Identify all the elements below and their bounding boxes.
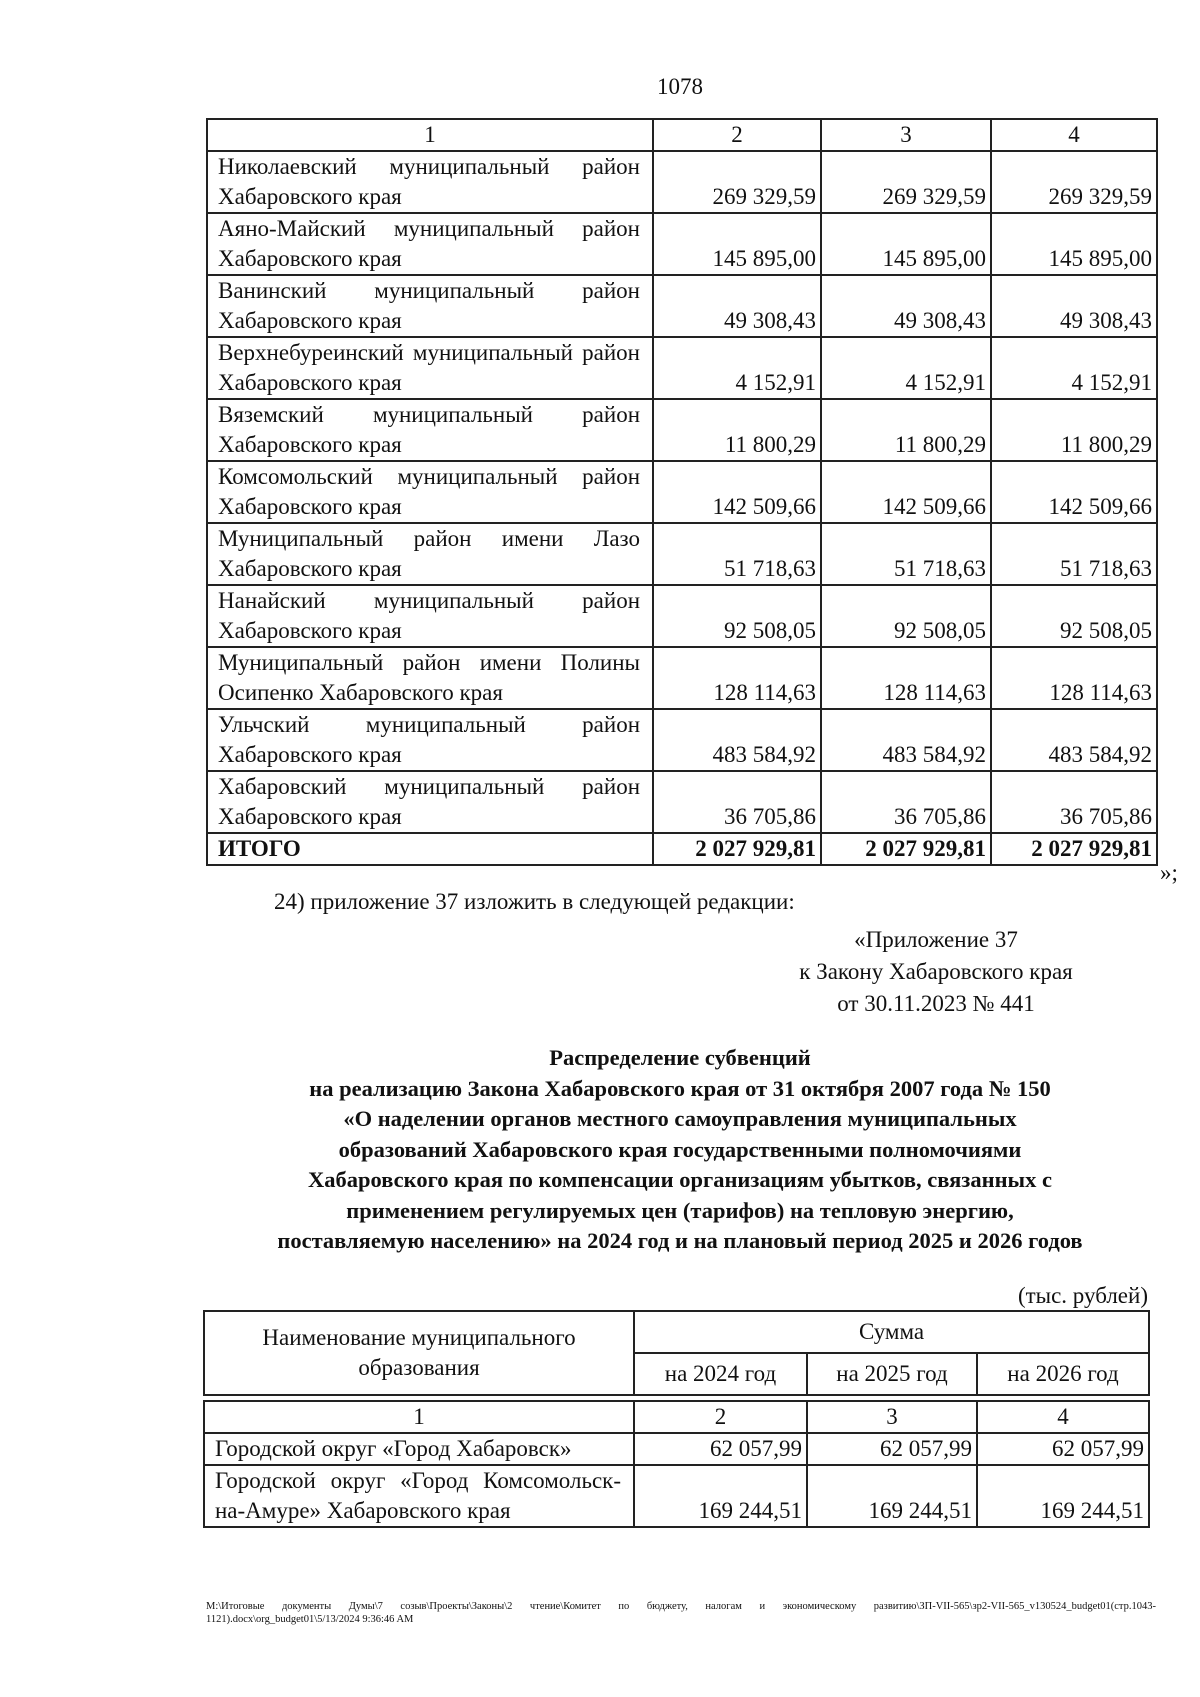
amount-2026: 11 800,29	[991, 399, 1157, 461]
amount-2026: 4 152,91	[991, 337, 1157, 399]
amount-2026: 36 705,86	[991, 771, 1157, 833]
header-row	[204, 1311, 1149, 1353]
table-row	[207, 771, 1157, 833]
amount-2025: 51 718,63	[821, 523, 991, 585]
district-name: Николаевский муниципальный район Хабаровского края	[207, 151, 653, 213]
amount-2026: 169 244,51	[977, 1465, 1149, 1527]
amount-2024: 4 152,91	[653, 337, 821, 399]
page-number: 1078	[657, 74, 703, 99]
amount-2024: 145 895,00	[653, 213, 821, 275]
column-number-row	[204, 1401, 1149, 1433]
amount-2024: 36 705,86	[653, 771, 821, 833]
appendix-line: к Закону Хабаровского края	[799, 959, 1073, 984]
amount-2024: 169 244,51	[634, 1465, 807, 1527]
district-name: Комсомольский муниципальный район Хабаровского края	[207, 461, 653, 523]
appendix-line: «Приложение 37	[854, 927, 1018, 952]
amount-2024: 51 718,63	[653, 523, 821, 585]
district-name: Ванинский муниципальный район Хабаровского края	[207, 275, 653, 337]
title-line: образований Хабаровского края государственными полномочиями	[338, 1136, 1022, 1162]
column-number: 1	[207, 119, 653, 151]
amount-2024: 483 584,92	[653, 709, 821, 771]
table-row	[207, 275, 1157, 337]
amount-2024: 11 800,29	[653, 399, 821, 461]
amount-2025: 49 308,43	[821, 275, 991, 337]
column-number: 4	[991, 119, 1157, 151]
column-number: 4	[977, 1401, 1149, 1433]
table-row	[204, 1465, 1149, 1527]
table-row	[207, 709, 1157, 771]
districts-table-continued	[206, 118, 1158, 866]
amount-2024: 142 509,66	[653, 461, 821, 523]
column-number: 1	[204, 1401, 634, 1433]
amount-2025: 92 508,05	[821, 585, 991, 647]
table-row	[207, 213, 1157, 275]
total-2026: 2 027 929,81	[991, 833, 1157, 865]
amendment-paragraph: 24) приложение 37 изложить в следующей редакции:	[274, 889, 795, 914]
title-line: поставляемую населению» на 2024 год и на плановый период 2025 и 2026 годов	[277, 1228, 1083, 1253]
name-column-header: Наименование муниципального образования	[204, 1311, 634, 1395]
amount-2025: 4 152,91	[821, 337, 991, 399]
amount-2026: 483 584,92	[991, 709, 1157, 771]
amount-2025: 145 895,00	[821, 213, 991, 275]
amount-2025: 11 800,29	[821, 399, 991, 461]
unit-label: (тыс. рублей)	[1017, 1283, 1148, 1308]
amount-2025: 62 057,99	[807, 1433, 977, 1465]
district-name: Муниципальный район имени Полины Осипенко Хабаровского края	[207, 647, 653, 709]
column-number: 3	[821, 119, 991, 151]
table-row	[207, 337, 1157, 399]
table-row	[207, 461, 1157, 523]
table-row	[207, 399, 1157, 461]
amount-2026: 269 329,59	[991, 151, 1157, 213]
table-row	[207, 151, 1157, 213]
amount-2025: 169 244,51	[807, 1465, 977, 1527]
amount-2025: 483 584,92	[821, 709, 991, 771]
amount-2025: 128 114,63	[821, 647, 991, 709]
amount-2026: 142 509,66	[991, 461, 1157, 523]
district-name: Городской округ «Город Комсомольск-на-Амуре» Хабаровского края	[204, 1465, 634, 1527]
document-title	[190, 1043, 1170, 1257]
year-header: на 2025 год	[807, 1353, 977, 1395]
appendix-line: от 30.11.2023 № 441	[837, 991, 1035, 1016]
amount-2024: 128 114,63	[653, 647, 821, 709]
amount-2026: 51 718,63	[991, 523, 1157, 585]
amount-2026: 128 114,63	[991, 647, 1157, 709]
amount-2024: 269 329,59	[653, 151, 821, 213]
column-number-row	[207, 119, 1157, 151]
district-name: Ульчский муниципальный район Хабаровского края	[207, 709, 653, 771]
sum-header: Сумма	[634, 1311, 1149, 1353]
table-row	[207, 585, 1157, 647]
title-line: Распределение субвенций	[549, 1045, 811, 1070]
appendix-heading	[726, 924, 1146, 1020]
title-line: на реализацию Закона Хабаровского края от 31 октября 2007 года № 150	[309, 1075, 1051, 1101]
amount-2026: 62 057,99	[977, 1433, 1149, 1465]
amount-2024: 49 308,43	[653, 275, 821, 337]
amount-2026: 49 308,43	[991, 275, 1157, 337]
district-name: Вяземский муниципальный район Хабаровского края	[207, 399, 653, 461]
amount-2024: 92 508,05	[653, 585, 821, 647]
year-header: на 2026 год	[977, 1353, 1149, 1395]
district-name: Хабаровский муниципальный район Хабаровского края	[207, 771, 653, 833]
amount-2026: 92 508,05	[991, 585, 1157, 647]
total-row	[207, 833, 1157, 865]
amount-2025: 269 329,59	[821, 151, 991, 213]
file-path-footer: M:\Итоговые документы Думы\7 созыв\Проекты\Законы\2 чтение\Комитет по бюджету, налогам и экономическому развитию\ЗП-VII-565\зр2-VII-565_v130524_budget01(стр.1043-1121).docx\org_budget01\5/13/2024 9:36:46 AM	[206, 1601, 1156, 1625]
column-number: 2	[653, 119, 821, 151]
subvention-table	[203, 1310, 1150, 1528]
title-line: «О наделении органов местного самоуправления муниципальных	[343, 1106, 1017, 1131]
amount-2026: 145 895,00	[991, 213, 1157, 275]
title-line: применением регулируемых цен (тарифов) на тепловую энергию,	[346, 1197, 1014, 1223]
year-header: на 2024 год	[634, 1353, 807, 1395]
district-name: Верхнебуреинский муниципальный район Хабаровского края	[207, 337, 653, 399]
column-number: 3	[807, 1401, 977, 1433]
table-row	[207, 647, 1157, 709]
amount-2025: 36 705,86	[821, 771, 991, 833]
amount-2025: 142 509,66	[821, 461, 991, 523]
district-name: Аяно-Майский муниципальный район Хабаровского края	[207, 213, 653, 275]
total-label: ИТОГО	[207, 833, 653, 865]
closing-quote: »;	[1160, 860, 1178, 885]
district-name: Муниципальный район имени Лазо Хабаровского края	[207, 523, 653, 585]
total-2024: 2 027 929,81	[653, 833, 821, 865]
district-name: Нанайский муниципальный район Хабаровского края	[207, 585, 653, 647]
table-row	[207, 523, 1157, 585]
amount-2024: 62 057,99	[634, 1433, 807, 1465]
column-number: 2	[634, 1401, 807, 1433]
title-line: Хабаровского края по компенсации организациям убытков, связанных с	[308, 1167, 1052, 1192]
table-row	[204, 1433, 1149, 1465]
district-name: Городской округ «Город Хабаровск»	[204, 1433, 634, 1465]
total-2025: 2 027 929,81	[821, 833, 991, 865]
